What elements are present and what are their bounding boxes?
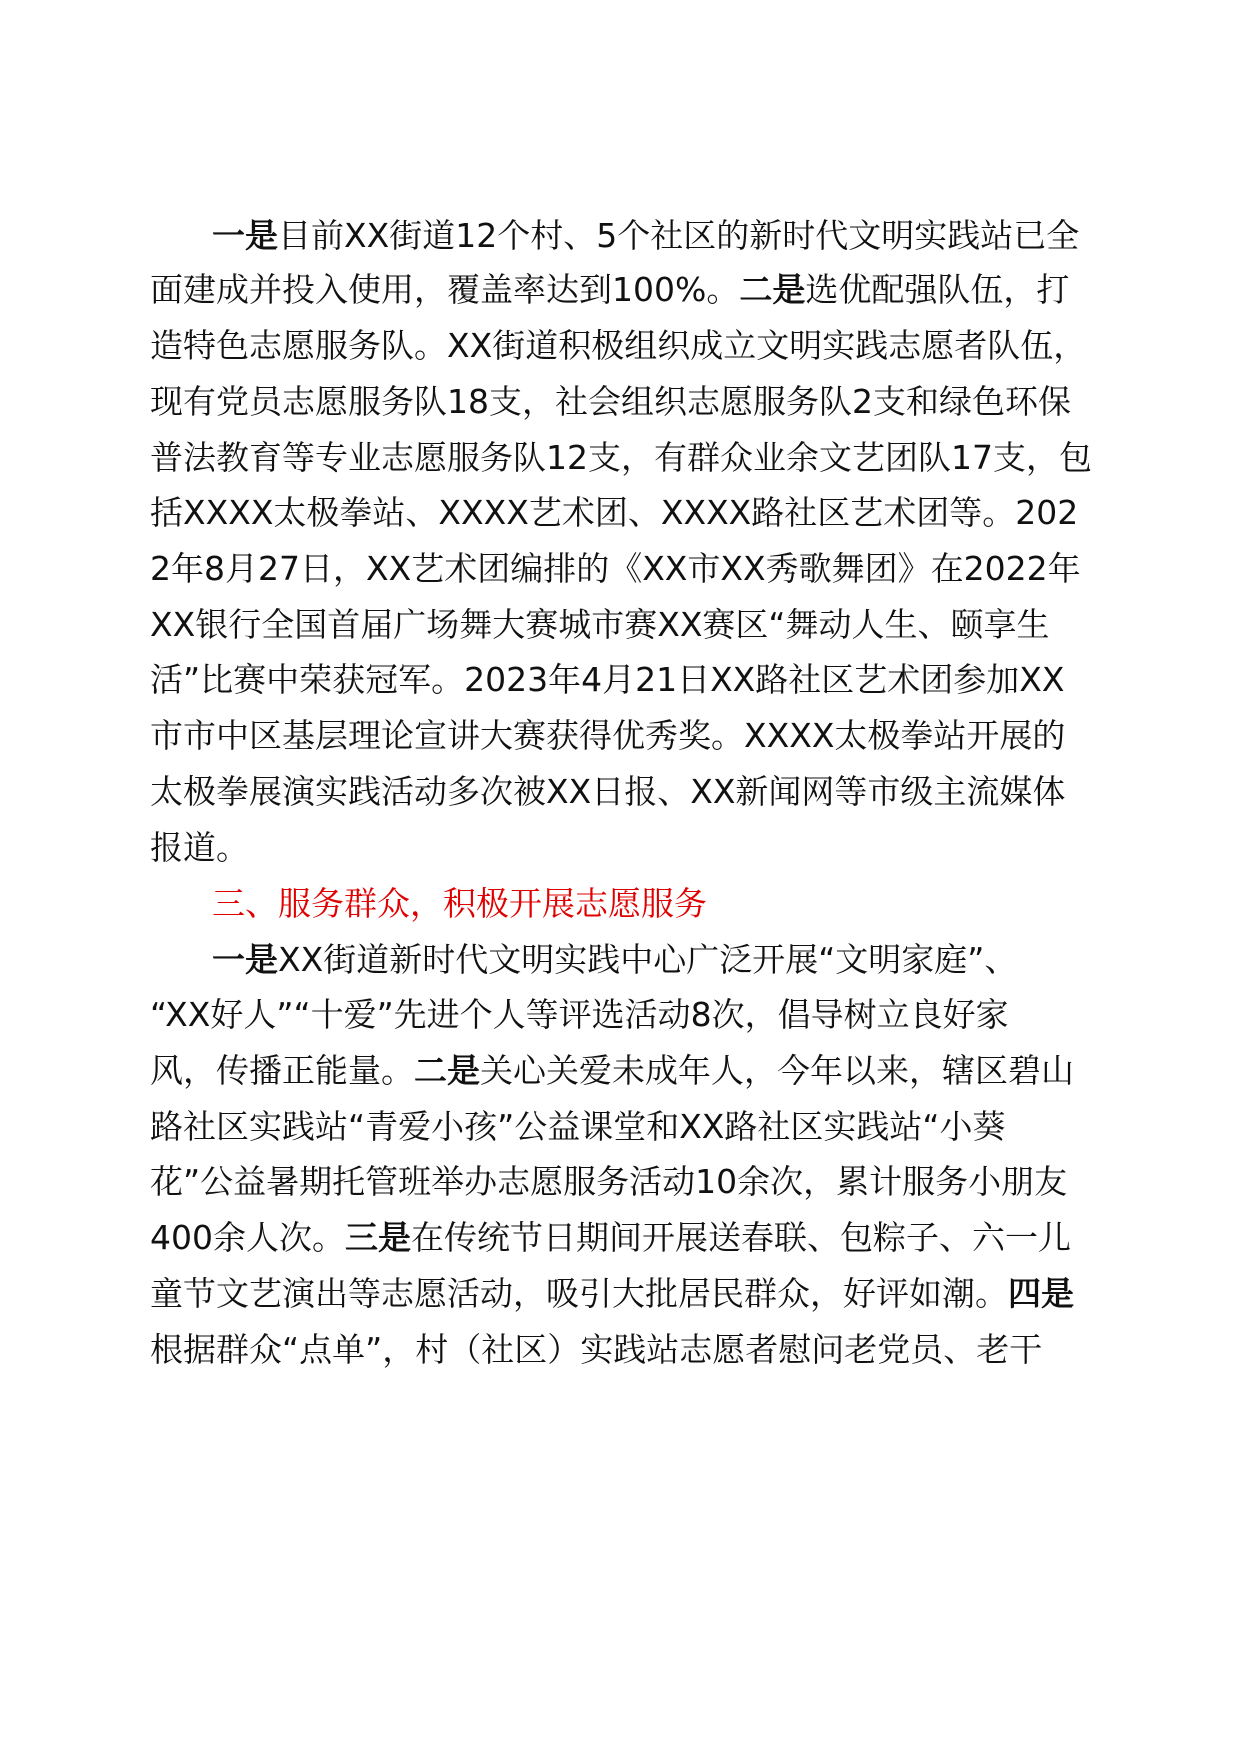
paragraph-2-line-6: 400余人次。三是在传统节日期间开展送春联、包粽子、六一儿 — [150, 1218, 1071, 1257]
paragraph-1-line-2: 面建成并投入使用，覆盖率达到100%。二是选优配强队伍，打 — [150, 270, 1070, 309]
paragraph-1-line-1: 一是目前XX街道12个村、5个社区的新时代文明实践站已全 — [212, 216, 1080, 255]
paragraph-2-line-8: 根据群众“点单”，村（社区）实践站志愿者慰问老党员、老干 — [150, 1330, 1043, 1369]
paragraph-1-line-12: 报道。 — [150, 828, 249, 867]
emphasis-sanshi: 三是 — [345, 1218, 411, 1257]
paragraph-1-line-3: 造特色志愿服务队。XX街道积极组织成立文明实践志愿者队伍， — [150, 326, 1087, 365]
emphasis-yishi: 一是 — [212, 216, 278, 255]
paragraph-1-line-10: 市市中区基层理论宣讲大赛获得优秀奖。XXXX太极拳站开展的 — [150, 716, 1066, 755]
paragraph-2-line-4: 路社区实践站“青爱小孩”公益课堂和XX路社区实践站“小葵 — [150, 1107, 1006, 1146]
paragraph-2-line-5: 花”公益暑期托管班举办志愿服务活动10余次，累计服务小朋友 — [150, 1162, 1068, 1201]
paragraph-1-line-5: 普法教育等专业志愿服务队12支，有群众业余文艺团队17支，包 — [150, 438, 1092, 477]
paragraph-2-line-1: 一是XX街道新时代文明实践中心广泛开展“文明家庭”、 — [212, 940, 1018, 979]
paragraph-2-line-2: “XX好人”“十爱”先进个人等评选活动8次，倡导树立良好家 — [150, 995, 1009, 1034]
section-heading: 三、服务群众，积极开展志愿服务 — [212, 884, 707, 923]
paragraph-2-line-3: 风，传播正能量。二是关心关爱未成年人，今年以来，辖区碧山 — [150, 1051, 1074, 1090]
emphasis-ershi: 二是 — [739, 270, 806, 309]
paragraph-1-line-6: 括XXXX太极拳站、XXXX艺术团、XXXX路社区艺术团等。202 — [150, 493, 1079, 532]
emphasis-yishi: 一是 — [212, 940, 278, 979]
paragraph-1-line-7: 2年8月27日，XX艺术团编排的《XX市XX秀歌舞团》在2022年 — [150, 549, 1081, 588]
emphasis-sishi: 四是 — [1008, 1274, 1074, 1313]
paragraph-1-line-11: 太极拳展演实践活动多次被XX日报、XX新闻网等市级主流媒体 — [150, 772, 1066, 811]
paragraph-1-line-8: XX银行全国首届广场舞大赛城市赛XX赛区“舞动人生、颐享生 — [150, 605, 1050, 644]
paragraph-2-line-7: 童节文艺演出等志愿活动，吸引大批居民群众，好评如潮。四是 — [150, 1274, 1074, 1313]
paragraph-1-line-4: 现有党员志愿服务队18支，社会组织志愿服务队2支和绿色环保 — [150, 382, 1071, 421]
paragraph-1-line-9: 活”比赛中荣获冠军。2023年4月21日XX路社区艺术团参加XX — [150, 660, 1065, 699]
emphasis-ershi: 二是 — [414, 1051, 480, 1090]
